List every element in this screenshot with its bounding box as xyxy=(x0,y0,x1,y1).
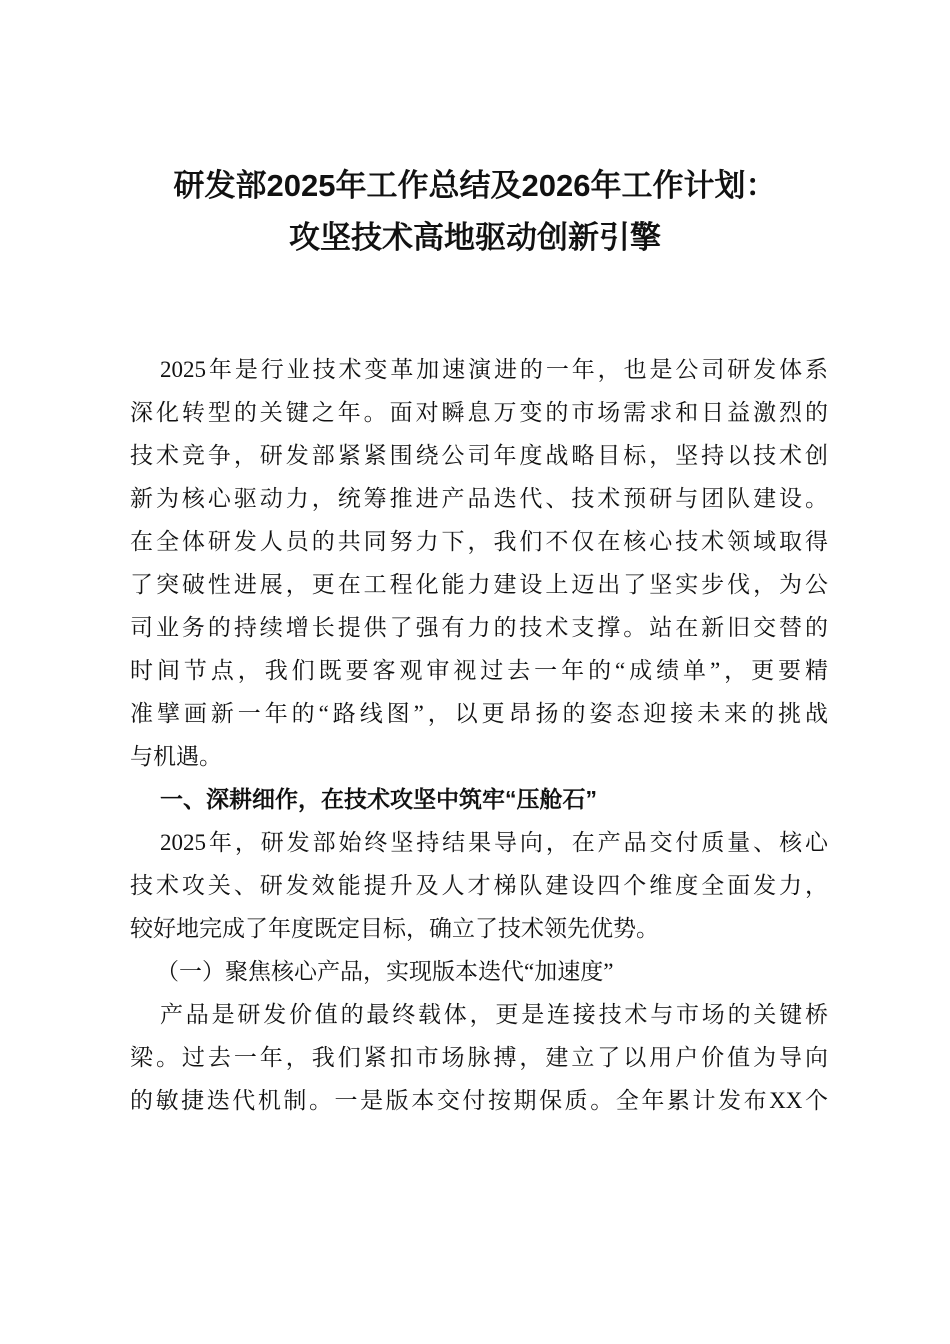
document-body xyxy=(130,348,828,1122)
text-line: 梁。过去一年，我们紧扣市场脉搏，建立了以用户价值为导向 xyxy=(130,1045,828,1070)
subsection-heading: （一）聚焦核心产品，实现版本迭代“加速度” xyxy=(156,959,614,984)
section-heading: 一、深耕细作，在技术攻坚中筑牢“压舱石” xyxy=(160,786,597,812)
text-line: 技术竞争，研发部紧紧围绕公司年度战略目标，坚持以技术创 xyxy=(130,443,828,468)
text-line: 较好地完成了年度既定目标，确立了技术领先优势。 xyxy=(130,916,659,941)
text-line: 技术攻关、研发效能提升及人才梯队建设四个维度全面发力， xyxy=(130,873,828,898)
text-line: 了突破性进展，更在工程化能力建设上迈出了坚实步伐，为公 xyxy=(130,572,828,597)
intro-paragraph xyxy=(130,348,828,778)
subsection-paragraph xyxy=(130,993,828,1122)
text-line: 准擘画新一年的“路线图”，以更昂扬的姿态迎接未来的挑战 xyxy=(130,701,828,726)
document-title xyxy=(0,160,950,264)
text-line: 深化转型的关键之年。面对瞬息万变的市场需求和日益激烈的 xyxy=(130,400,828,425)
title-line-1: 研发部2025年工作总结及2026年工作计划： xyxy=(173,168,777,203)
text-line: 司业务的持续增长提供了强有力的技术支撑。站在新旧交替的 xyxy=(130,615,828,640)
text-line: 新为核心驱动力，统筹推进产品迭代、技术预研与团队建设。 xyxy=(130,486,828,511)
text-line: 2025年是行业技术变革加速演进的一年，也是公司研发体系 xyxy=(160,357,828,382)
text-line: 时间节点，我们既要客观审视过去一年的“成绩单”，更要精 xyxy=(130,658,828,683)
text-line: 与机遇。 xyxy=(130,744,222,769)
title-line-2: 攻坚技术高地驱动创新引擎 xyxy=(289,220,661,255)
text-line: 2025年，研发部始终坚持结果导向，在产品交付质量、核心 xyxy=(160,830,828,855)
section-paragraph xyxy=(130,821,828,950)
text-line: 的敏捷迭代机制。一是版本交付按期保质。全年累计发布XX个 xyxy=(130,1088,828,1113)
text-line: 产品是研发价值的最终载体，更是连接技术与市场的关键桥 xyxy=(160,1002,828,1027)
text-line: 在全体研发人员的共同努力下，我们不仅在核心技术领域取得 xyxy=(130,529,828,554)
